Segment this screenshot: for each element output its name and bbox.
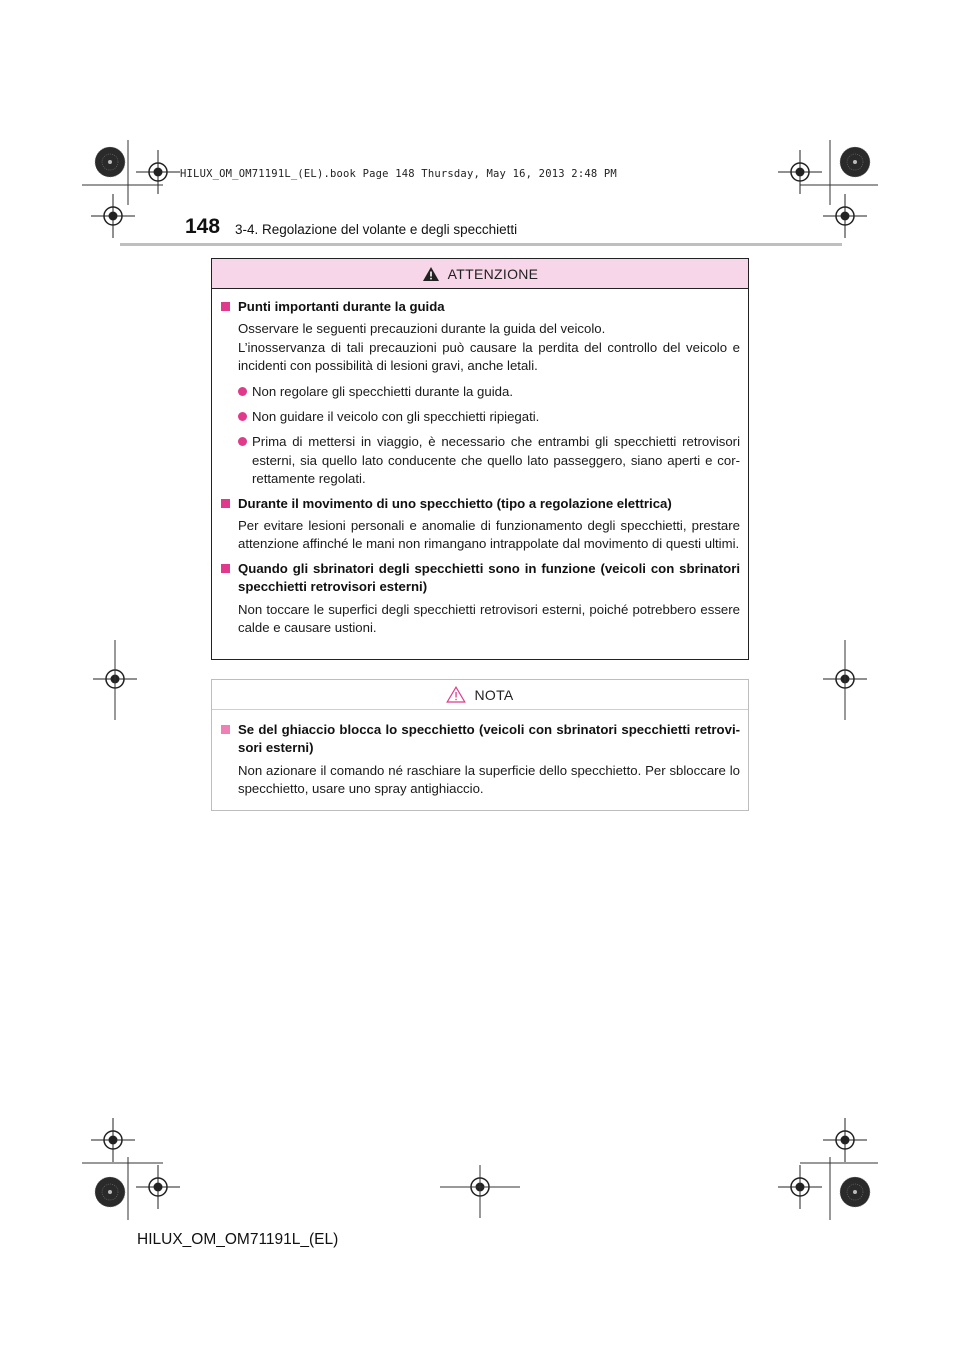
notice-header bbox=[212, 680, 748, 710]
caution-box bbox=[211, 258, 749, 660]
header-rule bbox=[120, 243, 842, 246]
section-heading: Punti importanti durante la guida bbox=[220, 298, 740, 316]
page-number: 148 bbox=[185, 215, 221, 238]
circle-bullet-icon bbox=[238, 383, 252, 401]
notice-title: NOTA bbox=[474, 686, 514, 703]
list-item: Non regolare gli specchietti durante la guida. bbox=[238, 383, 740, 401]
section-title: 3-4. Regolazione del volante e degli specchietti bbox=[235, 222, 518, 237]
caution-title: ATTENZIONE bbox=[447, 265, 539, 282]
list-item: Non guidare il veicolo con gli specchietti ripiegati. bbox=[238, 408, 740, 426]
circle-bullet-icon bbox=[238, 408, 252, 426]
paragraph: Per evitare lesioni personali e anomalie di funzionamento degli specchietti, prestare attenzione affinché le mani non rimangano intrappolate dal movimento di questi ultimi. bbox=[238, 518, 740, 552]
circle-bullet-icon bbox=[238, 433, 252, 488]
warning-triangle-icon bbox=[422, 266, 440, 282]
square-bullet-icon bbox=[220, 495, 232, 513]
section-heading: Quando gli sbrinatori degli specchietti sono in funzione (veicoli con sbrinatori specchietti retrovisori esterni) bbox=[220, 560, 740, 597]
book-print-info: HILUX_OM_OM71191L_(EL).book Page 148 Thursday, May 16, 2013 2:48 PM bbox=[180, 168, 617, 180]
notice-box bbox=[211, 679, 749, 811]
paragraph: Osservare le seguenti precauzioni durante la guida del veicolo. L’inosservanza di tali precauzioni può causare la perdita del controllo del veicolo e incidenti con possibilità di lesioni gravi, anche letali. bbox=[238, 321, 740, 374]
registration-star-icon bbox=[95, 147, 125, 177]
list-item: Prima di mettersi in viaggio, è necessario che entrambi gli specchietti retrovisori esterni, sia quello lato conducente che quello lato passeggero, siano aperti e cor-rettamente regolati. bbox=[238, 433, 740, 488]
notice-triangle-icon bbox=[446, 686, 466, 703]
square-bullet-icon bbox=[220, 298, 232, 316]
section-heading: Se del ghiaccio blocca lo specchietto (veicoli con sbrinatori specchietti retrovi-sori esterni) bbox=[220, 721, 740, 758]
caution-header bbox=[212, 259, 748, 289]
paragraph: Non toccare le superfici degli specchietti retrovisori esterni, poiché potrebbero essere calde e causare ustioni. bbox=[238, 601, 740, 636]
square-bullet-icon bbox=[220, 721, 232, 758]
paragraph: Non azionare il comando né raschiare la superficie dello specchietto. Per sbloccare lo specchietto, usare uno spray antighiaccio. bbox=[238, 762, 740, 797]
footer-code: HILUX_OM_OM71191L_(EL) bbox=[137, 1231, 339, 1248]
section-heading: Durante il movimento di uno specchietto (tipo a regolazione elettrica) bbox=[220, 495, 740, 513]
square-bullet-icon bbox=[220, 560, 232, 597]
